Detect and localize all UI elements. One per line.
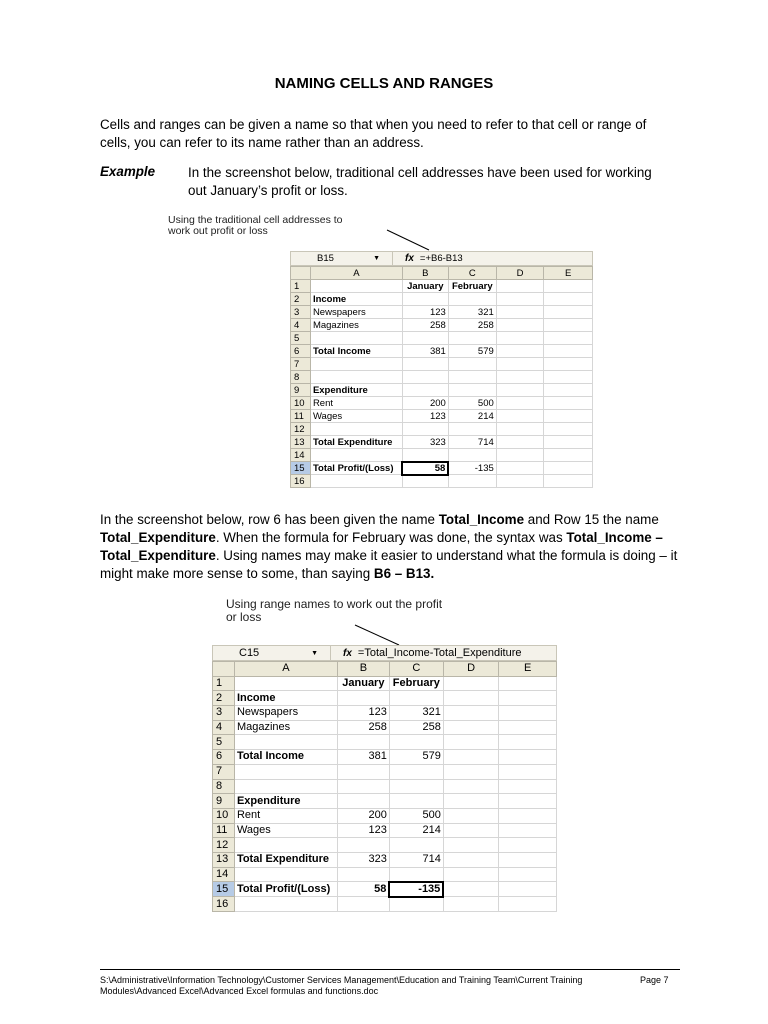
cell-b15[interactable]: 58 xyxy=(402,462,448,475)
sheet2-formula[interactable]: =Total_Income-Total_Expenditure xyxy=(357,647,522,659)
table-row xyxy=(291,332,593,345)
cell-c13[interactable]: 714 xyxy=(389,852,443,867)
cell-c3[interactable]: 321 xyxy=(389,706,443,721)
column-header-c[interactable]: C xyxy=(448,267,496,280)
cell-a12[interactable] xyxy=(234,838,337,853)
cell-a10[interactable]: Rent xyxy=(234,808,337,823)
para2-text-2: and Row 15 the name xyxy=(524,512,659,527)
cell-e12[interactable] xyxy=(544,423,593,436)
cell-a7[interactable] xyxy=(310,358,402,371)
cell-e11[interactable] xyxy=(499,823,557,838)
cell-e2[interactable] xyxy=(499,691,557,706)
cell-e7[interactable] xyxy=(544,358,593,371)
fx-icon[interactable]: fx xyxy=(405,253,414,264)
cell-d15[interactable] xyxy=(443,882,499,897)
cell-c2[interactable] xyxy=(448,293,496,306)
table-row xyxy=(213,882,557,897)
cell-d7[interactable] xyxy=(496,358,544,371)
cell-a13[interactable]: Total Expenditure xyxy=(310,436,402,449)
table-row xyxy=(291,436,593,449)
cell-c1[interactable]: February xyxy=(389,676,443,691)
cell-c8[interactable] xyxy=(448,371,496,384)
cell-d2[interactable] xyxy=(443,691,499,706)
row-header[interactable]: 8 xyxy=(291,371,311,384)
para2-text-1: In the screenshot below, row 6 has been given the name xyxy=(100,512,439,527)
column-header-a[interactable]: A xyxy=(310,267,402,280)
cell-b12[interactable] xyxy=(402,423,448,436)
cell-e4[interactable] xyxy=(544,319,593,332)
cell-a1[interactable] xyxy=(310,280,402,293)
row-header[interactable]: 7 xyxy=(291,358,311,371)
cell-d3[interactable] xyxy=(496,306,544,319)
cell-d7[interactable] xyxy=(443,764,499,779)
row-header[interactable]: 9 xyxy=(213,794,235,809)
cell-e11[interactable] xyxy=(544,410,593,423)
cell-a14[interactable] xyxy=(310,449,402,462)
cell-b14[interactable] xyxy=(337,867,389,882)
table-row xyxy=(291,358,593,371)
cell-a15[interactable]: Total Profit/(Loss) xyxy=(310,462,402,475)
cell-e8[interactable] xyxy=(544,371,593,384)
cell-a8[interactable] xyxy=(310,371,402,384)
cell-e13[interactable] xyxy=(544,436,593,449)
cell-b16[interactable] xyxy=(402,475,448,488)
cell-a3[interactable]: Newspapers xyxy=(234,706,337,721)
row-header[interactable]: 2 xyxy=(213,691,235,706)
cell-c11[interactable]: 214 xyxy=(389,823,443,838)
column-header-d[interactable]: D xyxy=(443,662,499,677)
row-header[interactable]: 15 xyxy=(213,882,235,897)
cell-e9[interactable] xyxy=(544,384,593,397)
cell-a16[interactable] xyxy=(310,475,402,488)
cell-e1[interactable] xyxy=(499,676,557,691)
cell-c10[interactable]: 500 xyxy=(448,397,496,410)
table-row xyxy=(213,750,557,765)
cell-c9[interactable] xyxy=(389,794,443,809)
cell-b9[interactable] xyxy=(337,794,389,809)
cell-d6[interactable] xyxy=(443,750,499,765)
row-header[interactable]: 5 xyxy=(213,735,235,750)
cell-c14[interactable] xyxy=(389,867,443,882)
cell-c12[interactable] xyxy=(448,423,496,436)
cell-b16[interactable] xyxy=(337,897,389,912)
cell-d2[interactable] xyxy=(496,293,544,306)
row-header[interactable]: 16 xyxy=(213,897,235,912)
cell-b12[interactable] xyxy=(337,838,389,853)
cell-d8[interactable] xyxy=(496,371,544,384)
page-title: NAMING CELLS AND RANGES xyxy=(274,75,494,92)
cell-d16[interactable] xyxy=(496,475,544,488)
table-row xyxy=(213,794,557,809)
table-row xyxy=(213,720,557,735)
cell-a16[interactable] xyxy=(234,897,337,912)
cell-e13[interactable] xyxy=(499,852,557,867)
cell-b2[interactable] xyxy=(402,293,448,306)
para2-text-3: . When the formula for February was done, the syntax was xyxy=(215,530,567,545)
cell-a11[interactable]: Wages xyxy=(310,410,402,423)
cell-e7[interactable] xyxy=(499,764,557,779)
row-header[interactable]: 16 xyxy=(291,475,311,488)
cell-e3[interactable] xyxy=(544,306,593,319)
cell-d12[interactable] xyxy=(443,838,499,853)
cell-a4[interactable]: Magazines xyxy=(234,720,337,735)
table-row xyxy=(291,410,593,423)
para2-text-4: . Using names may make it easier to understand what the formula is doing – it might make more sense to some, than saying xyxy=(100,548,678,581)
sheet1-formula-bar xyxy=(290,251,593,266)
cell-a2[interactable]: Income xyxy=(234,691,337,706)
row-header[interactable]: 14 xyxy=(291,449,311,462)
cell-b5[interactable] xyxy=(402,332,448,345)
cell-c6[interactable]: 579 xyxy=(448,345,496,358)
sheet1-name-box[interactable] xyxy=(291,252,393,265)
cell-c4[interactable]: 258 xyxy=(448,319,496,332)
column-header-row xyxy=(291,267,593,280)
cell-c3[interactable]: 321 xyxy=(448,306,496,319)
cell-b8[interactable] xyxy=(402,371,448,384)
table-row xyxy=(291,475,593,488)
cell-d9[interactable] xyxy=(443,794,499,809)
cell-d15[interactable] xyxy=(496,462,544,475)
cell-d13[interactable] xyxy=(443,852,499,867)
row-header[interactable]: 15 xyxy=(291,462,311,475)
column-header-row xyxy=(213,662,557,677)
cell-b13[interactable]: 323 xyxy=(402,436,448,449)
dropdown-arrow-icon[interactable]: ▼ xyxy=(311,649,318,657)
cell-c15[interactable]: -135 xyxy=(389,882,443,897)
cell-e5[interactable] xyxy=(499,735,557,750)
cell-a5[interactable] xyxy=(234,735,337,750)
cell-c16[interactable] xyxy=(448,475,496,488)
cell-c16[interactable] xyxy=(389,897,443,912)
cell-e8[interactable] xyxy=(499,779,557,794)
cell-d10[interactable] xyxy=(443,808,499,823)
cell-b6[interactable]: 381 xyxy=(337,750,389,765)
cell-d9[interactable] xyxy=(496,384,544,397)
column-header-a[interactable]: A xyxy=(234,662,337,677)
table-row xyxy=(291,462,593,475)
column-header-b[interactable]: B xyxy=(402,267,448,280)
cell-b7[interactable] xyxy=(337,764,389,779)
fx-icon[interactable]: fx xyxy=(343,647,352,659)
cell-a13[interactable]: Total Expenditure xyxy=(234,852,337,867)
cell-a7[interactable] xyxy=(234,764,337,779)
cell-d4[interactable] xyxy=(496,319,544,332)
cell-b10[interactable]: 200 xyxy=(402,397,448,410)
row-header[interactable]: 14 xyxy=(213,867,235,882)
table-row xyxy=(291,423,593,436)
cell-a4[interactable]: Magazines xyxy=(310,319,402,332)
row-header[interactable]: 10 xyxy=(213,808,235,823)
cell-a9[interactable]: Expenditure xyxy=(310,384,402,397)
cell-d14[interactable] xyxy=(443,867,499,882)
para2-bold-total-income: Total_Income xyxy=(438,512,525,527)
row-header[interactable]: 7 xyxy=(213,764,235,779)
cell-e6[interactable] xyxy=(544,345,593,358)
row-header[interactable]: 4 xyxy=(291,319,311,332)
table-row xyxy=(291,293,593,306)
cell-c15[interactable]: -135 xyxy=(448,462,496,475)
cell-d10[interactable] xyxy=(496,397,544,410)
cell-b11[interactable]: 123 xyxy=(337,823,389,838)
cell-e15[interactable] xyxy=(544,462,593,475)
column-header-d[interactable]: D xyxy=(496,267,544,280)
example-text: In the screenshot below, traditional cell addresses have been used for working out January’s profit or loss. xyxy=(188,165,652,198)
cell-a3[interactable]: Newspapers xyxy=(310,306,402,319)
table-row xyxy=(291,384,593,397)
para2-bold-b6-b13: B6 – B13. xyxy=(373,566,435,581)
cell-d11[interactable] xyxy=(443,823,499,838)
cell-d16[interactable] xyxy=(443,897,499,912)
cell-b1[interactable]: January xyxy=(337,676,389,691)
table-row xyxy=(213,823,557,838)
cell-c8[interactable] xyxy=(389,779,443,794)
row-header[interactable]: 2 xyxy=(291,293,311,306)
row-header[interactable]: 9 xyxy=(291,384,311,397)
cell-c4[interactable]: 258 xyxy=(389,720,443,735)
table-row xyxy=(213,691,557,706)
sheet1-screenshot xyxy=(290,251,593,488)
cell-e6[interactable] xyxy=(499,750,557,765)
cell-b4[interactable]: 258 xyxy=(337,720,389,735)
row-header[interactable]: 10 xyxy=(291,397,311,410)
cell-d6[interactable] xyxy=(496,345,544,358)
column-header-e[interactable]: E xyxy=(499,662,557,677)
cell-e15[interactable] xyxy=(499,882,557,897)
row-header[interactable]: 12 xyxy=(213,838,235,853)
cell-a8[interactable] xyxy=(234,779,337,794)
cell-b4[interactable]: 258 xyxy=(402,319,448,332)
cell-e12[interactable] xyxy=(499,838,557,853)
footer-path: S:\Administrative\Information Technology\Customer Services Management\Education and Training Team\Current Training Modules\Advanced Excel\Advanced Excel formulas and functions.doc xyxy=(100,975,583,996)
row-header[interactable]: 11 xyxy=(213,823,235,838)
sheet1-grid xyxy=(290,266,593,488)
row-header[interactable]: 1 xyxy=(291,280,311,293)
cell-e1[interactable] xyxy=(544,280,593,293)
table-row xyxy=(213,676,557,691)
cell-b5[interactable] xyxy=(337,735,389,750)
cell-c14[interactable] xyxy=(448,449,496,462)
select-all-corner[interactable] xyxy=(213,662,235,677)
table-row xyxy=(213,779,557,794)
cell-a6[interactable]: Total Income xyxy=(234,750,337,765)
cell-d1[interactable] xyxy=(496,280,544,293)
sheet2-grid xyxy=(212,661,557,912)
cell-c13[interactable]: 714 xyxy=(448,436,496,449)
table-row xyxy=(291,449,593,462)
row-header[interactable]: 13 xyxy=(291,436,311,449)
cell-e10[interactable] xyxy=(499,808,557,823)
sheet1-caption: Using the traditional cell addresses to work out profit or loss xyxy=(168,214,343,237)
row-header[interactable]: 4 xyxy=(213,720,235,735)
cell-e14[interactable] xyxy=(544,449,593,462)
sheet2-name-box[interactable] xyxy=(213,646,331,660)
table-row xyxy=(291,397,593,410)
row-header[interactable]: 12 xyxy=(291,423,311,436)
page-number: Page 7 xyxy=(640,975,669,985)
table-row xyxy=(291,280,593,293)
row-header[interactable]: 1 xyxy=(213,676,235,691)
cell-e3[interactable] xyxy=(499,706,557,721)
cell-d14[interactable] xyxy=(496,449,544,462)
cell-d8[interactable] xyxy=(443,779,499,794)
body-paragraph-2 xyxy=(100,511,680,583)
cell-c5[interactable] xyxy=(389,735,443,750)
table-row xyxy=(213,764,557,779)
sheet2-screenshot xyxy=(212,645,557,912)
cell-a12[interactable] xyxy=(310,423,402,436)
column-header-b[interactable]: B xyxy=(337,662,389,677)
table-row xyxy=(213,735,557,750)
column-header-e[interactable]: E xyxy=(544,267,593,280)
cell-a10[interactable]: Rent xyxy=(310,397,402,410)
row-header[interactable]: 8 xyxy=(213,779,235,794)
table-row xyxy=(213,808,557,823)
cell-b6[interactable]: 381 xyxy=(402,345,448,358)
footer-rule xyxy=(100,969,680,970)
cell-b1[interactable]: January xyxy=(402,280,448,293)
select-all-corner[interactable] xyxy=(291,267,311,280)
cell-e16[interactable] xyxy=(499,897,557,912)
table-row xyxy=(213,852,557,867)
cell-d5[interactable] xyxy=(496,332,544,345)
row-header[interactable]: 5 xyxy=(291,332,311,345)
para2-bold-total-expenditure: Total_Expenditure xyxy=(100,530,216,545)
cell-b9[interactable] xyxy=(402,384,448,397)
table-row xyxy=(213,867,557,882)
cell-a11[interactable]: Wages xyxy=(234,823,337,838)
cell-e10[interactable] xyxy=(544,397,593,410)
cell-d1[interactable] xyxy=(443,676,499,691)
cell-e2[interactable] xyxy=(544,293,593,306)
table-row xyxy=(291,306,593,319)
cell-a1[interactable] xyxy=(234,676,337,691)
cell-b14[interactable] xyxy=(402,449,448,462)
cell-c5[interactable] xyxy=(448,332,496,345)
cell-b13[interactable]: 323 xyxy=(337,852,389,867)
cell-d11[interactable] xyxy=(496,410,544,423)
cell-d3[interactable] xyxy=(443,706,499,721)
cell-a6[interactable]: Total Income xyxy=(310,345,402,358)
sheet1-name-box-value: B15 xyxy=(317,253,334,264)
cell-b8[interactable] xyxy=(337,779,389,794)
row-header[interactable]: 11 xyxy=(291,410,311,423)
cell-b11[interactable]: 123 xyxy=(402,410,448,423)
cell-e14[interactable] xyxy=(499,867,557,882)
sheet1-formula[interactable]: =+B6-B13 xyxy=(419,253,463,264)
cell-b3[interactable]: 123 xyxy=(337,706,389,721)
example-label: Example xyxy=(100,164,156,179)
row-header[interactable]: 3 xyxy=(291,306,311,319)
para2-bold-formula: Total_Income – Total_Expenditure xyxy=(100,530,663,563)
cell-c10[interactable]: 500 xyxy=(389,808,443,823)
cell-d5[interactable] xyxy=(443,735,499,750)
intro-paragraph: Cells and ranges can be given a name so that when you need to refer to that cell or range of cells, you can refer to its name rather than an address. xyxy=(100,117,647,150)
cell-a14[interactable] xyxy=(234,867,337,882)
table-row xyxy=(213,838,557,853)
cell-a2[interactable]: Income xyxy=(310,293,402,306)
cell-b10[interactable]: 200 xyxy=(337,808,389,823)
sheet2-name-box-value: C15 xyxy=(239,647,260,659)
cell-a15[interactable]: Total Profit/(Loss) xyxy=(234,882,337,897)
cell-b3[interactable]: 123 xyxy=(402,306,448,319)
cell-c7[interactable] xyxy=(448,358,496,371)
sheet2-formula-bar xyxy=(212,645,557,661)
cell-c7[interactable] xyxy=(389,764,443,779)
cell-c12[interactable] xyxy=(389,838,443,853)
cell-c9[interactable] xyxy=(448,384,496,397)
row-header[interactable]: 3 xyxy=(213,706,235,721)
row-header[interactable]: 6 xyxy=(213,750,235,765)
cell-d12[interactable] xyxy=(496,423,544,436)
cell-c1[interactable]: February xyxy=(448,280,496,293)
cell-a9[interactable]: Expenditure xyxy=(234,794,337,809)
cell-e16[interactable] xyxy=(544,475,593,488)
table-row xyxy=(291,345,593,358)
table-row xyxy=(213,706,557,721)
cell-d4[interactable] xyxy=(443,720,499,735)
cell-e4[interactable] xyxy=(499,720,557,735)
cell-c11[interactable]: 214 xyxy=(448,410,496,423)
row-header[interactable]: 6 xyxy=(291,345,311,358)
cell-b2[interactable] xyxy=(337,691,389,706)
cell-e9[interactable] xyxy=(499,794,557,809)
cell-c2[interactable] xyxy=(389,691,443,706)
cell-c6[interactable]: 579 xyxy=(389,750,443,765)
table-row xyxy=(213,897,557,912)
dropdown-arrow-icon[interactable]: ▼ xyxy=(373,255,380,262)
sheet2-caption: Using range names to work out the profit or loss xyxy=(226,597,443,624)
cell-b7[interactable] xyxy=(402,358,448,371)
cell-e5[interactable] xyxy=(544,332,593,345)
column-header-c[interactable]: C xyxy=(389,662,443,677)
cell-a5[interactable] xyxy=(310,332,402,345)
cell-d13[interactable] xyxy=(496,436,544,449)
cell-b15[interactable]: 58 xyxy=(337,882,389,897)
row-header[interactable]: 13 xyxy=(213,852,235,867)
table-row xyxy=(291,319,593,332)
table-row xyxy=(291,371,593,384)
